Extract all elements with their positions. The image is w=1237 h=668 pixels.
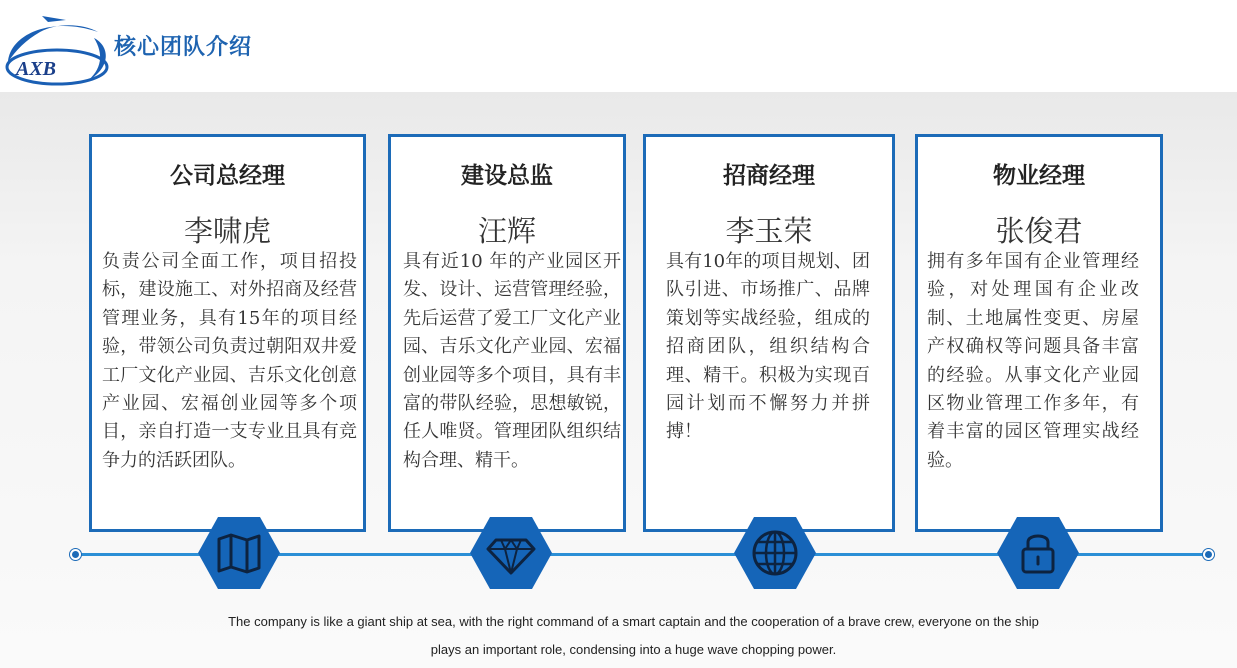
card-name: 汪辉 (477, 214, 536, 248)
footer-line-2: plays an important role, condensing into a huge wave chopping power. (430, 642, 837, 657)
team-card-general-manager (89, 134, 366, 532)
footer-line-1: The company is like a giant ship at sea, with the right command of a smart captain and the cooperation of a brave crew, everyone on the ship (228, 614, 1039, 629)
team-card-property-manager (915, 134, 1163, 532)
timeline-start-dot (70, 549, 81, 560)
card-description: 具有10年的项目规划、团队引进、市场推广、品牌策划等实战经验，组成的招商团队，组织结构合理、精干。积极为实现百园计划而不懈努力并拼搏！ (666, 251, 870, 443)
card-role: 建设总监 (461, 163, 553, 189)
card-role: 物业经理 (993, 163, 1085, 189)
team-card-investment-manager (643, 134, 895, 532)
card-role: 招商经理 (723, 163, 815, 189)
company-logo (2, 10, 114, 92)
card-name: 李玉荣 (725, 214, 813, 248)
team-card-construction-director (388, 134, 626, 532)
card-role: 公司总经理 (170, 163, 285, 189)
card-name: 张俊君 (995, 214, 1083, 248)
footer-quote (150, 608, 1117, 664)
timeline-end-dot (1203, 549, 1214, 560)
map-icon (196, 515, 282, 591)
card-description: 具有近10 年的产业园区开发、设计、运营管理经验，先后运营了爱工厂文化产业园、吉乐文化产业园、宏福创业园等多个项目，具有丰富的带队经验，思想敏锐，任人唯贤。管理团队组织结构合理、精干。 (403, 251, 621, 471)
diamond-icon (468, 515, 554, 591)
globe-icon (732, 515, 818, 591)
card-name: 李啸虎 (183, 214, 271, 248)
lock-icon (995, 515, 1081, 591)
header (0, 0, 1237, 92)
card-description: 负责公司全面工作，项目招投标，建设施工、对外招商及经营管理业务，具有15年的项目经验，带领公司负责过朝阳双井爱工厂文化产业园、吉乐文化创意产业园、宏福创业园等多个项目，亲自打造一支专业且具有竞争力的活跃团队。 (102, 251, 357, 471)
card-description: 拥有多年国有企业管理经验，对处理国有企业改制、土地属性变更、房屋产权确权等问题具备丰富的经验。从事文化产业园区物业管理工作多年，有着丰富的园区管理实战经验。 (927, 251, 1139, 471)
page-title: 核心团队介绍 (114, 35, 253, 60)
logo-text: AXB (16, 58, 57, 80)
